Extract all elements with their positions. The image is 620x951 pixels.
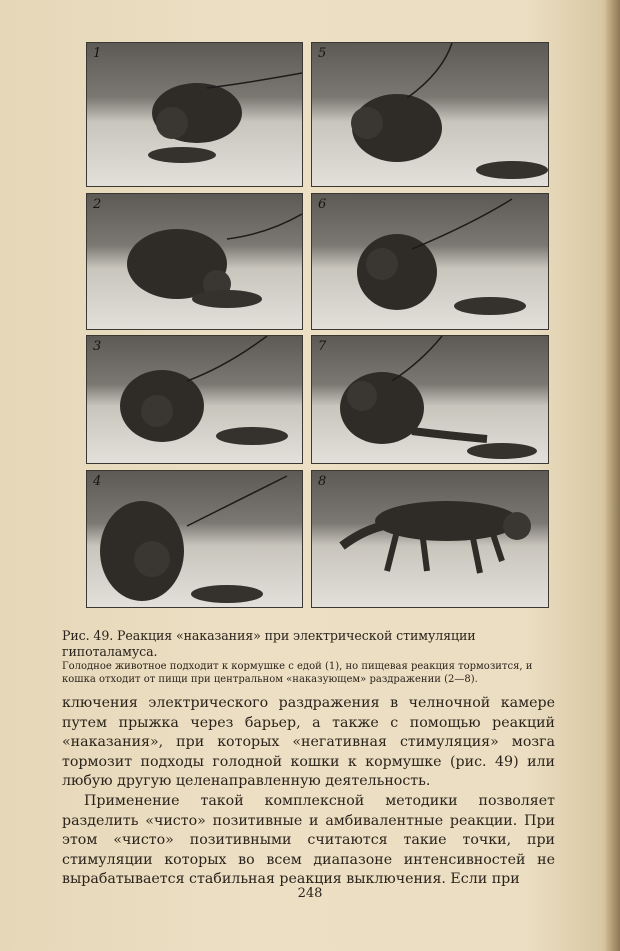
- body-text: [62, 694, 555, 890]
- page-number: 248: [297, 886, 323, 901]
- panel-number: 1: [93, 46, 102, 61]
- cat-photo-4: [87, 471, 302, 607]
- figure-panel-4: [86, 470, 303, 608]
- cat-photo-6: [312, 194, 548, 329]
- panel-number: 8: [318, 474, 327, 489]
- figure-panel-5: [311, 42, 549, 187]
- cat-photo-5: [312, 43, 548, 186]
- caption-text: Голодное животное подходит к кормушке с едой (1), но пищевая реакция тормозится, и кошка отходит от пищи при центральном «наказующем» раздражении (2—8).: [62, 661, 533, 685]
- panel-number: 4: [93, 474, 102, 489]
- panel-number: 5: [318, 46, 327, 61]
- cat-photo-2: [87, 194, 302, 329]
- figure-panel-8: [311, 470, 549, 608]
- paragraph-1: ключения электрического раздражения в челночной камере путем прыжка через барьер, а также с помощью реакций «наказания», при которых «негативная стимуляция» мозга тормозит подходы голодной кошки к кормушке (рис. 49) или любую другую целенаправленную деятельность.: [62, 695, 555, 790]
- cat-photo-7: [312, 336, 548, 463]
- book-spine: [606, 0, 620, 951]
- panel-number: 6: [318, 197, 327, 212]
- figure-panel-2: [86, 193, 303, 330]
- paragraph-2: Применение такой комплексной методики позволяет разделить «чисто» позитивные и амбивалентные реакции. При этом «чисто» позитивными считаются такие точки, при стимуляции которых во всем диапазоне интенсивностей не вырабатывается стабильная реакция выключения. Если при: [62, 792, 555, 888]
- figure-panel-6: [311, 193, 549, 330]
- caption-title: Рис. 49. Реакция «наказания» при электрической стимуляции гипоталамуса.: [62, 628, 476, 659]
- panel-number: 2: [93, 197, 102, 212]
- figure-panel-3: [86, 335, 303, 464]
- figure-panel-1: [86, 42, 303, 187]
- figure-caption: [62, 628, 560, 686]
- cat-photo-1: [87, 43, 302, 186]
- cat-photo-8: [312, 471, 548, 607]
- panel-number: 3: [93, 339, 102, 354]
- cat-photo-3: [87, 336, 302, 463]
- panel-number: 7: [318, 339, 327, 354]
- figure-panel-7: [311, 335, 549, 464]
